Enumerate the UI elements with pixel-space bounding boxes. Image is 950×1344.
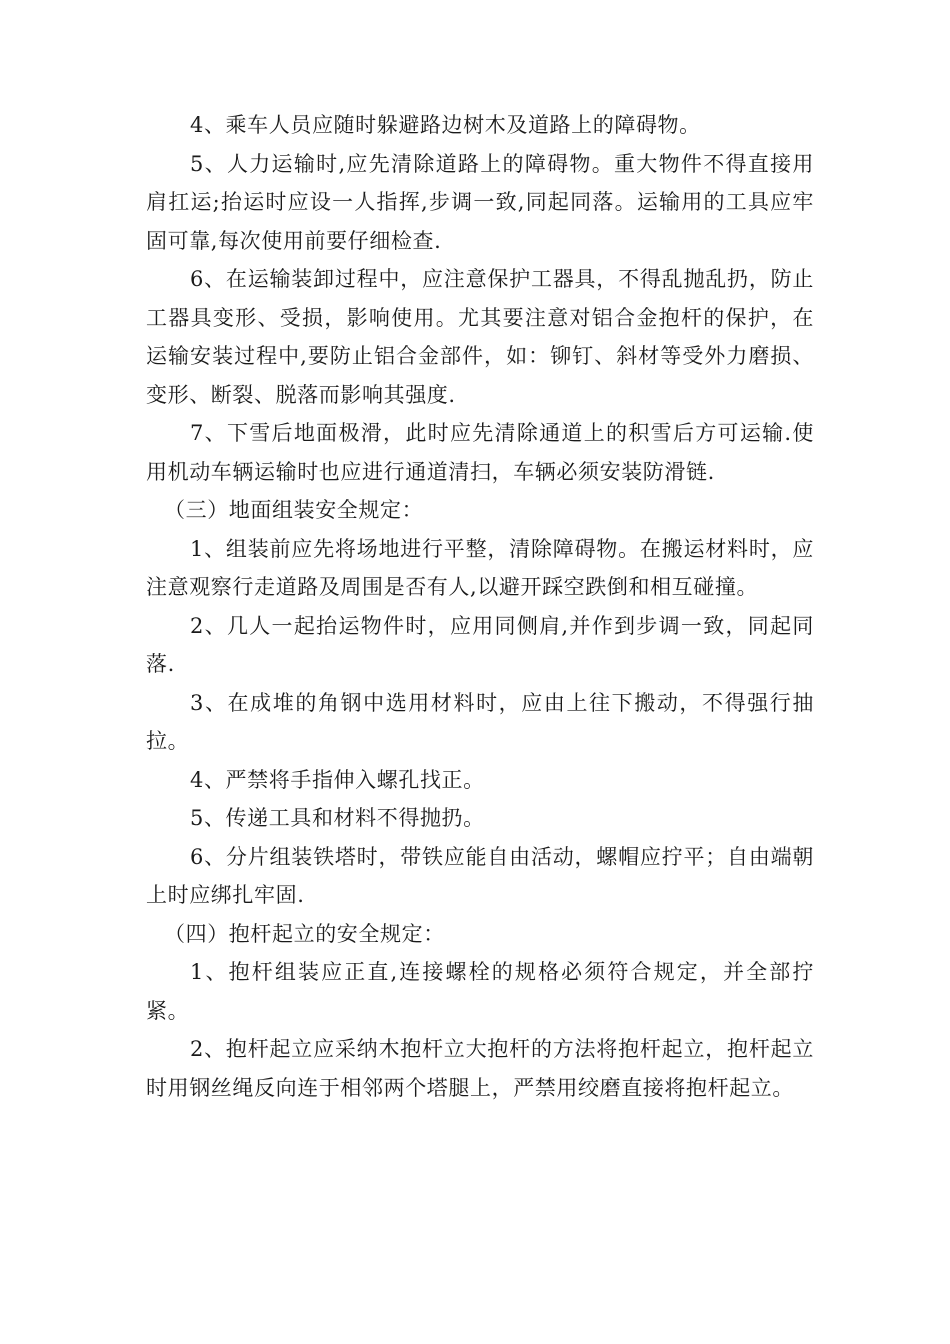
paragraph-assembly-5: 5、传递工具和材料不得抛扔。 <box>190 806 485 830</box>
paragraph-assembly-3: 3、在成堆的角钢中选用材料时，应由上往下搬动，不得强行抽拉。 <box>146 690 814 753</box>
paragraph-item-5-manual-transport: 5、人力运输时,应先清除道路上的障碍物。重大物件不得直接用肩扛运;抬运时应设一人指挥,步调一致,同起同落。运输用的工具应牢固可靠,每次使用前要仔细检查. <box>146 151 814 253</box>
paragraph-assembly-6: 6、分片组装铁塔时，带铁应能自由活动，螺帽应拧平；自由端朝上时应绑扎牢固. <box>146 844 814 907</box>
paragraph-item-7-snow: 7、下雪后地面极滑，此时应先清除通道上的积雪后方可运输.使用机动车辆运输时也应进行通道清扫，车辆必须安装防滑链. <box>146 421 814 484</box>
paragraph-assembly-1: 1、组装前应先将场地进行平整，清除障碍物。在搬运材料时，应注意观察行走道路及周围是否有人,以避开踩空跌倒和相互碰撞。 <box>146 536 814 599</box>
section-heading-ground-assembly: （三）地面组装安全规定： <box>164 498 424 522</box>
paragraph-assembly-4: 4、严禁将手指伸入螺孔找正。 <box>190 767 485 792</box>
paragraph-item-4-passengers: 4、乘车人员应随时躲避路边树木及道路上的障碍物。 <box>190 113 701 137</box>
paragraph-pole-2: 2、抱杆起立应采纳木抱杆立大抱杆的方法将抱杆起立，抱杆起立时用钢丝绳反向连于相邻两个塔腿上，严禁用绞磨直接将抱杆起立。 <box>146 1037 814 1100</box>
paragraph-pole-1: 1、抱杆组装应正直,连接螺栓的规格必须符合规定，并全部拧紧。 <box>146 960 814 1023</box>
paragraph-item-6-loading: 6、在运输装卸过程中，应注意保护工器具，不得乱抛乱扔，防止工器具变形、受损，影响使用。尤其要注意对铝合金抱杆的保护，在运输安装过程中,要防止铝合金部件，如：铆钉、斜材等受外力磨损、变形、断裂、脱落而影响其强度. <box>146 267 814 407</box>
section-heading-pole-erection: （四）抱杆起立的安全规定： <box>164 921 445 946</box>
paragraph-assembly-2: 2、几人一起抬运物件时，应用同侧肩,并作到步调一致，同起同落. <box>146 613 814 676</box>
document-body <box>146 106 814 1107</box>
